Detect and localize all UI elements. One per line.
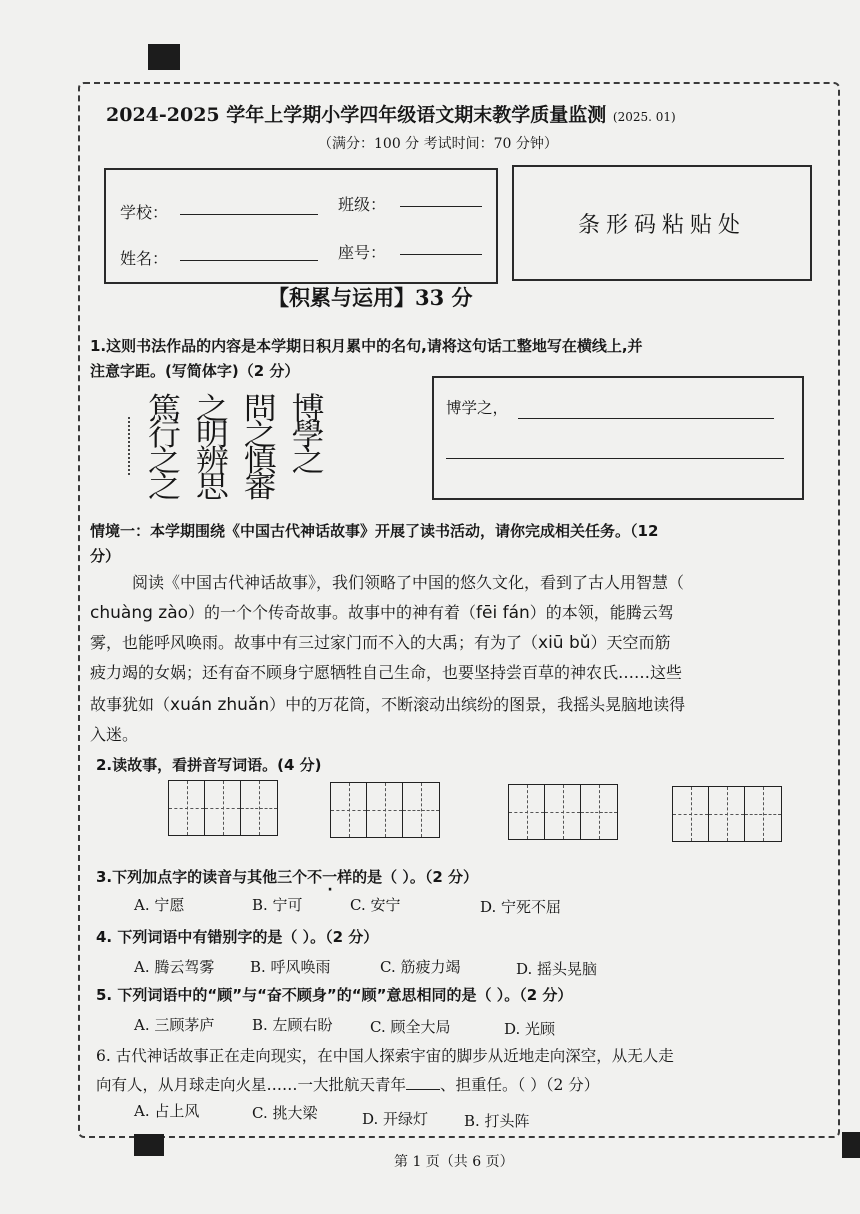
seat-field[interactable] — [400, 254, 482, 255]
q1-answer-prefix: 博学之， — [446, 399, 509, 417]
q4-option-d[interactable]: D. 摇头晃脑 — [516, 960, 598, 978]
q6-text: 向有人，从月球走向火星……一大批航天青年 — [96, 1076, 407, 1094]
q6-option-d[interactable]: D. 开绿灯 — [362, 1110, 429, 1128]
pinyin-xiubu: xiū bǔ — [538, 633, 591, 653]
passage-line-5 — [90, 690, 685, 720]
seat-label: 座号： — [338, 243, 387, 262]
name-label: 姓名： — [120, 249, 169, 268]
q3-option-a[interactable]: A. 宁愿 — [134, 896, 185, 914]
calligraphy-row-1: 篤 之 問 博 — [148, 392, 327, 427]
passage-text: ）天空而筋 — [590, 633, 671, 652]
context1-line1: 情境一：本学期围绕《中国古代神话故事》开展了读书活动，请你完成相关任务。（12 — [90, 522, 659, 540]
q6-option-b[interactable]: B. 打头阵 — [464, 1112, 530, 1130]
q4-stem: 4. 下列词语中有错别字的是（ ）。（2 分） — [96, 928, 379, 946]
pinyin-xuanzhuan: xuán zhuǎn — [170, 695, 270, 715]
calligraphy-row-4: 之 思 審 — [148, 470, 279, 505]
q4-option-a[interactable]: A. 腾云驾雾 — [134, 958, 215, 976]
passage-text: 故事犹如（ — [90, 695, 171, 714]
q2-writing-grid-1[interactable] — [168, 780, 278, 836]
q3-stem-text: 的是（ ）。（2 分） — [352, 868, 479, 886]
passage-line-2 — [90, 598, 674, 628]
exam-title — [106, 100, 826, 127]
page-number: 第 1 页（共 6 页） — [394, 1154, 514, 1170]
passage-text: ）中的万花筒，不断滚动出缤纷的图景，我摇头晃脑地读得 — [269, 695, 686, 714]
barcode-label: 条形码粘贴处 — [577, 212, 746, 238]
q6-line1: 6. 古代神话故事正在走向现实，在中国人探索宇宙的脚步从近地走向深空，从无人走 — [96, 1047, 674, 1065]
q2-writing-grid-3[interactable] — [508, 784, 618, 840]
q5-option-a[interactable]: A. 三顾茅庐 — [134, 1016, 215, 1034]
registration-mark-bottom-left — [134, 1134, 164, 1156]
q3-stem — [96, 866, 478, 887]
q1-answer-line-2[interactable] — [446, 458, 784, 459]
passage-line-3 — [90, 628, 671, 658]
calligraphy-row-3: 之 辨 慎 之 — [148, 444, 327, 479]
pinyin-chuangzao: chuàng zào — [90, 603, 189, 623]
q3-stem-text: 3.下列加点字的读音与其他三个 — [96, 868, 308, 886]
q6-option-c[interactable]: C. 挑大梁 — [252, 1104, 318, 1122]
class-field[interactable] — [400, 206, 482, 207]
registration-mark-top-left — [148, 44, 180, 70]
context1-line2: 分） — [90, 547, 121, 565]
class-label: 班级： — [338, 195, 387, 214]
q3-emphasis: 不一样 — [307, 868, 353, 886]
registration-mark-bottom-right — [842, 1132, 860, 1158]
q3-option-d[interactable]: D. 宁死不屈 — [480, 898, 562, 916]
q6-option-a[interactable]: A. 占上风 — [134, 1102, 200, 1120]
passage-text: ）的一个个传奇故事。故事中的神有着（ — [188, 603, 477, 622]
name-field[interactable] — [180, 260, 318, 261]
calligraphy-seal-text — [128, 417, 134, 475]
q6-text: 、担重任。（ ）（2 分） — [440, 1076, 600, 1094]
q2-writing-grid-4[interactable] — [672, 786, 782, 842]
passage-line-4: 疲力竭的女娲；还有奋不顾身宁愿牺牲自己生命，也要坚持尝百草的神农氏……这些 — [90, 663, 683, 682]
q1-line2: 注意字距。(写简体字)（2 分） — [90, 362, 300, 380]
exam-date: (2025. 01) — [612, 110, 676, 124]
q2-writing-grid-2[interactable] — [330, 782, 440, 838]
passage-line-1 — [132, 568, 684, 598]
exam-subtitle: （满分：100 分 考试时间：70 分钟） — [318, 136, 558, 152]
passage-text: 阅读《中国古代神话故事》，我们领略了中国的悠久文化，看到了古人用智慧（ — [132, 573, 685, 592]
q2-stem: 2.读故事，看拼音写词语。(4 分) — [96, 756, 322, 774]
passage-line-6: 入迷。 — [90, 725, 139, 744]
passage-text: ）的本领，能腾云驾 — [529, 603, 674, 622]
pinyin-feifan: fēi fán — [476, 603, 530, 623]
q5-stem: 5. 下列词语中的“顾”与“奋不顾身”的“顾”意思相同的是（ ）。（2 分） — [96, 986, 573, 1004]
q3-option-c[interactable]: C. 安宁 — [350, 896, 401, 914]
barcode-area — [512, 165, 812, 281]
q6-line2 — [96, 1073, 599, 1095]
q5-option-d[interactable]: D. 光顾 — [504, 1020, 556, 1038]
q4-option-b[interactable]: B. 呼风唤雨 — [250, 958, 331, 976]
section-title: 【积累与运用】33 分 — [268, 285, 473, 310]
calligraphy-artwork — [120, 392, 370, 505]
q3-option-b[interactable]: B. 宁可 — [252, 896, 303, 914]
passage-text: 雾，也能呼风唤雨。故事中有三过家门而不入的大禹；有为了（ — [90, 633, 539, 652]
school-label: 学校： — [120, 203, 169, 222]
calligraphy-row-2: 行 明 之 學 — [148, 418, 327, 453]
school-field[interactable] — [180, 214, 318, 215]
q5-option-b[interactable]: B. 左顾右盼 — [252, 1016, 333, 1034]
q1-answer-box — [432, 376, 804, 500]
q1-line1: 1.这则书法作品的内容是本学期日积月累中的名句,请将这句话工整地写在横线上,并 — [90, 337, 643, 355]
q6-blank[interactable] — [406, 1089, 440, 1090]
q1-answer-line-1[interactable] — [518, 418, 774, 419]
q4-option-c[interactable]: C. 筋疲力竭 — [380, 958, 461, 976]
exam-title-text: 2024-2025 学年上学期小学四年级语文期末教学质量监测 — [106, 104, 607, 126]
q5-option-c[interactable]: C. 顾全大局 — [370, 1018, 451, 1036]
